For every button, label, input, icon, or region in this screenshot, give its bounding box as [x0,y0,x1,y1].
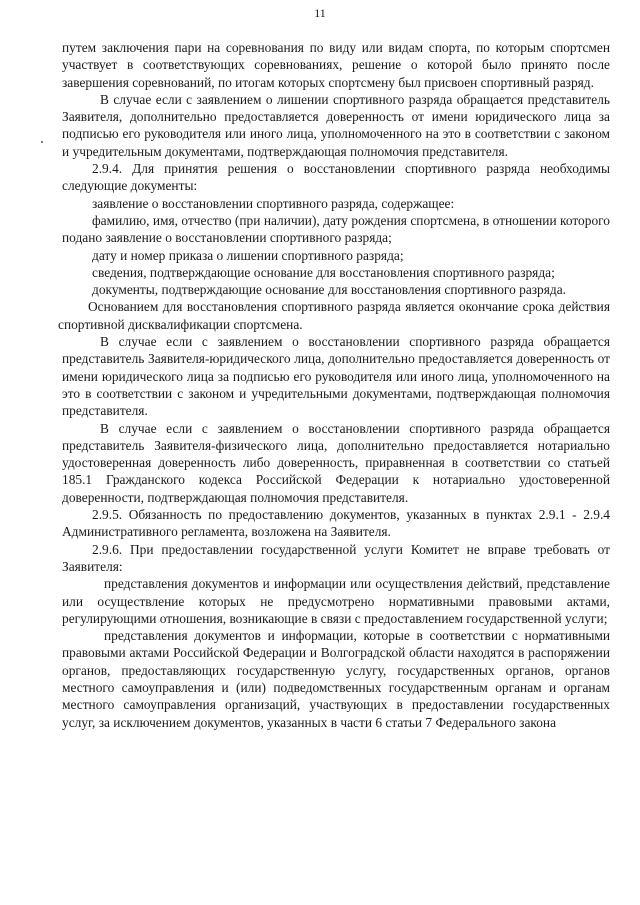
paragraph-2-9-6: 2.9.6. При предоставлении государственной услуги Комитет не вправе требовать от Заявителя: [62,541,610,574]
list-item-documents-basis: документы, подтверждающие основание для восстановления спортивного разряда. [92,282,567,298]
list-item-info-basis: сведения, подтверждающие основание для восстановления спортивного разряда; [92,264,555,280]
list-item-not-required-documents: представления документов и информации, которые в соответствии с нормативными правовыми актами Российской Федерации и Волгоградской области находятся в распоряжении органов, предоставляющих государственную услугу, государственных органов, органов местного самоуправления и (или) подведомственных государственным органам и органам местного самоуправления организаций, участвующих в предоставлении государственных услуг, за исключением документов, указанных в части 6 статьи 7 Федерального закона [62,628,610,730]
list-item-order-date: дату и номер приказа о лишении спортивного разряда; [92,247,404,263]
paragraph-representative-deprivation: В случае если с заявлением о лишении спортивного разряда обращается представитель Заявителя, дополнительно предоставляется доверенность от имени юридического лица за подписью его руководителя или иного лица, уполномоченного на это в соответствии с законом и учредительным документами, подтверждающая полномочия представителя. [62,91,610,159]
list-item-not-required-actions: представления документов и информации или осуществления действий, представление или осуществление которых не предусмотрено нормативными правовыми актами, регулирующими отношения, возникающие в связи с предоставлением государственной услуги; [62,576,610,626]
page-number: 11 [314,6,326,20]
paragraph-2-9-5: 2.9.5. Обязанность по предоставлению документов, указанных в пунктах 2.9.1 - 2.9.4 Административного регламента, возложена на Заявителя. [62,507,610,540]
paragraph-representative-legal-entity: В случае если с заявлением о восстановлении спортивного разряда обращается представитель Заявителя-юридического лица, дополнительно предоставляется доверенность от имени юридического лица за подписью его руководителя или иного лица, уполномоченного на это в соответствии с законом и учредительными документами, подтверждающая полномочия представителя. [62,334,610,419]
document-body [58,39,610,731]
paragraph-restoration-grounds: Основанием для восстановления спортивного разряда является окончание срока действия спортивной дисквалификации спортсмена. [58,299,610,332]
margin-mark [41,141,43,143]
paragraph-representative-individual: В случае если с заявлением о восстановлении спортивного разряда обращается представитель Заявителя-физического лица, дополнительно предоставляется нотариально удостоверенная доверенность либо доверенность, приравненная в соответствии со статьей 185.1 Гражданского кодекса Российской Федерации к нотариально удостоверенной доверенности, подтверждающая полномочия представителя. [62,420,610,505]
paragraph-betting-continuation: путем заключения пари на соревнования по виду или видам спорта, по которым спортсмен участвует в соответствующих соревнованиях, решение о которой было принято после завершения соревнований, по итогам которых спортсмену был присвоен спортивный разряд. [62,40,610,90]
list-item-full-name: фамилию, имя, отчество (при наличии), дату рождения спортсмена, в отношении которого подано заявление о восстановлении спортивного разряда; [62,212,610,246]
list-item-application: заявление о восстановлении спортивного разряда, содержащее: [92,195,455,211]
paragraph-2-9-4: 2.9.4. Для принятия решения о восстановлении спортивного разряда необходимы следующие документы: [62,161,610,194]
